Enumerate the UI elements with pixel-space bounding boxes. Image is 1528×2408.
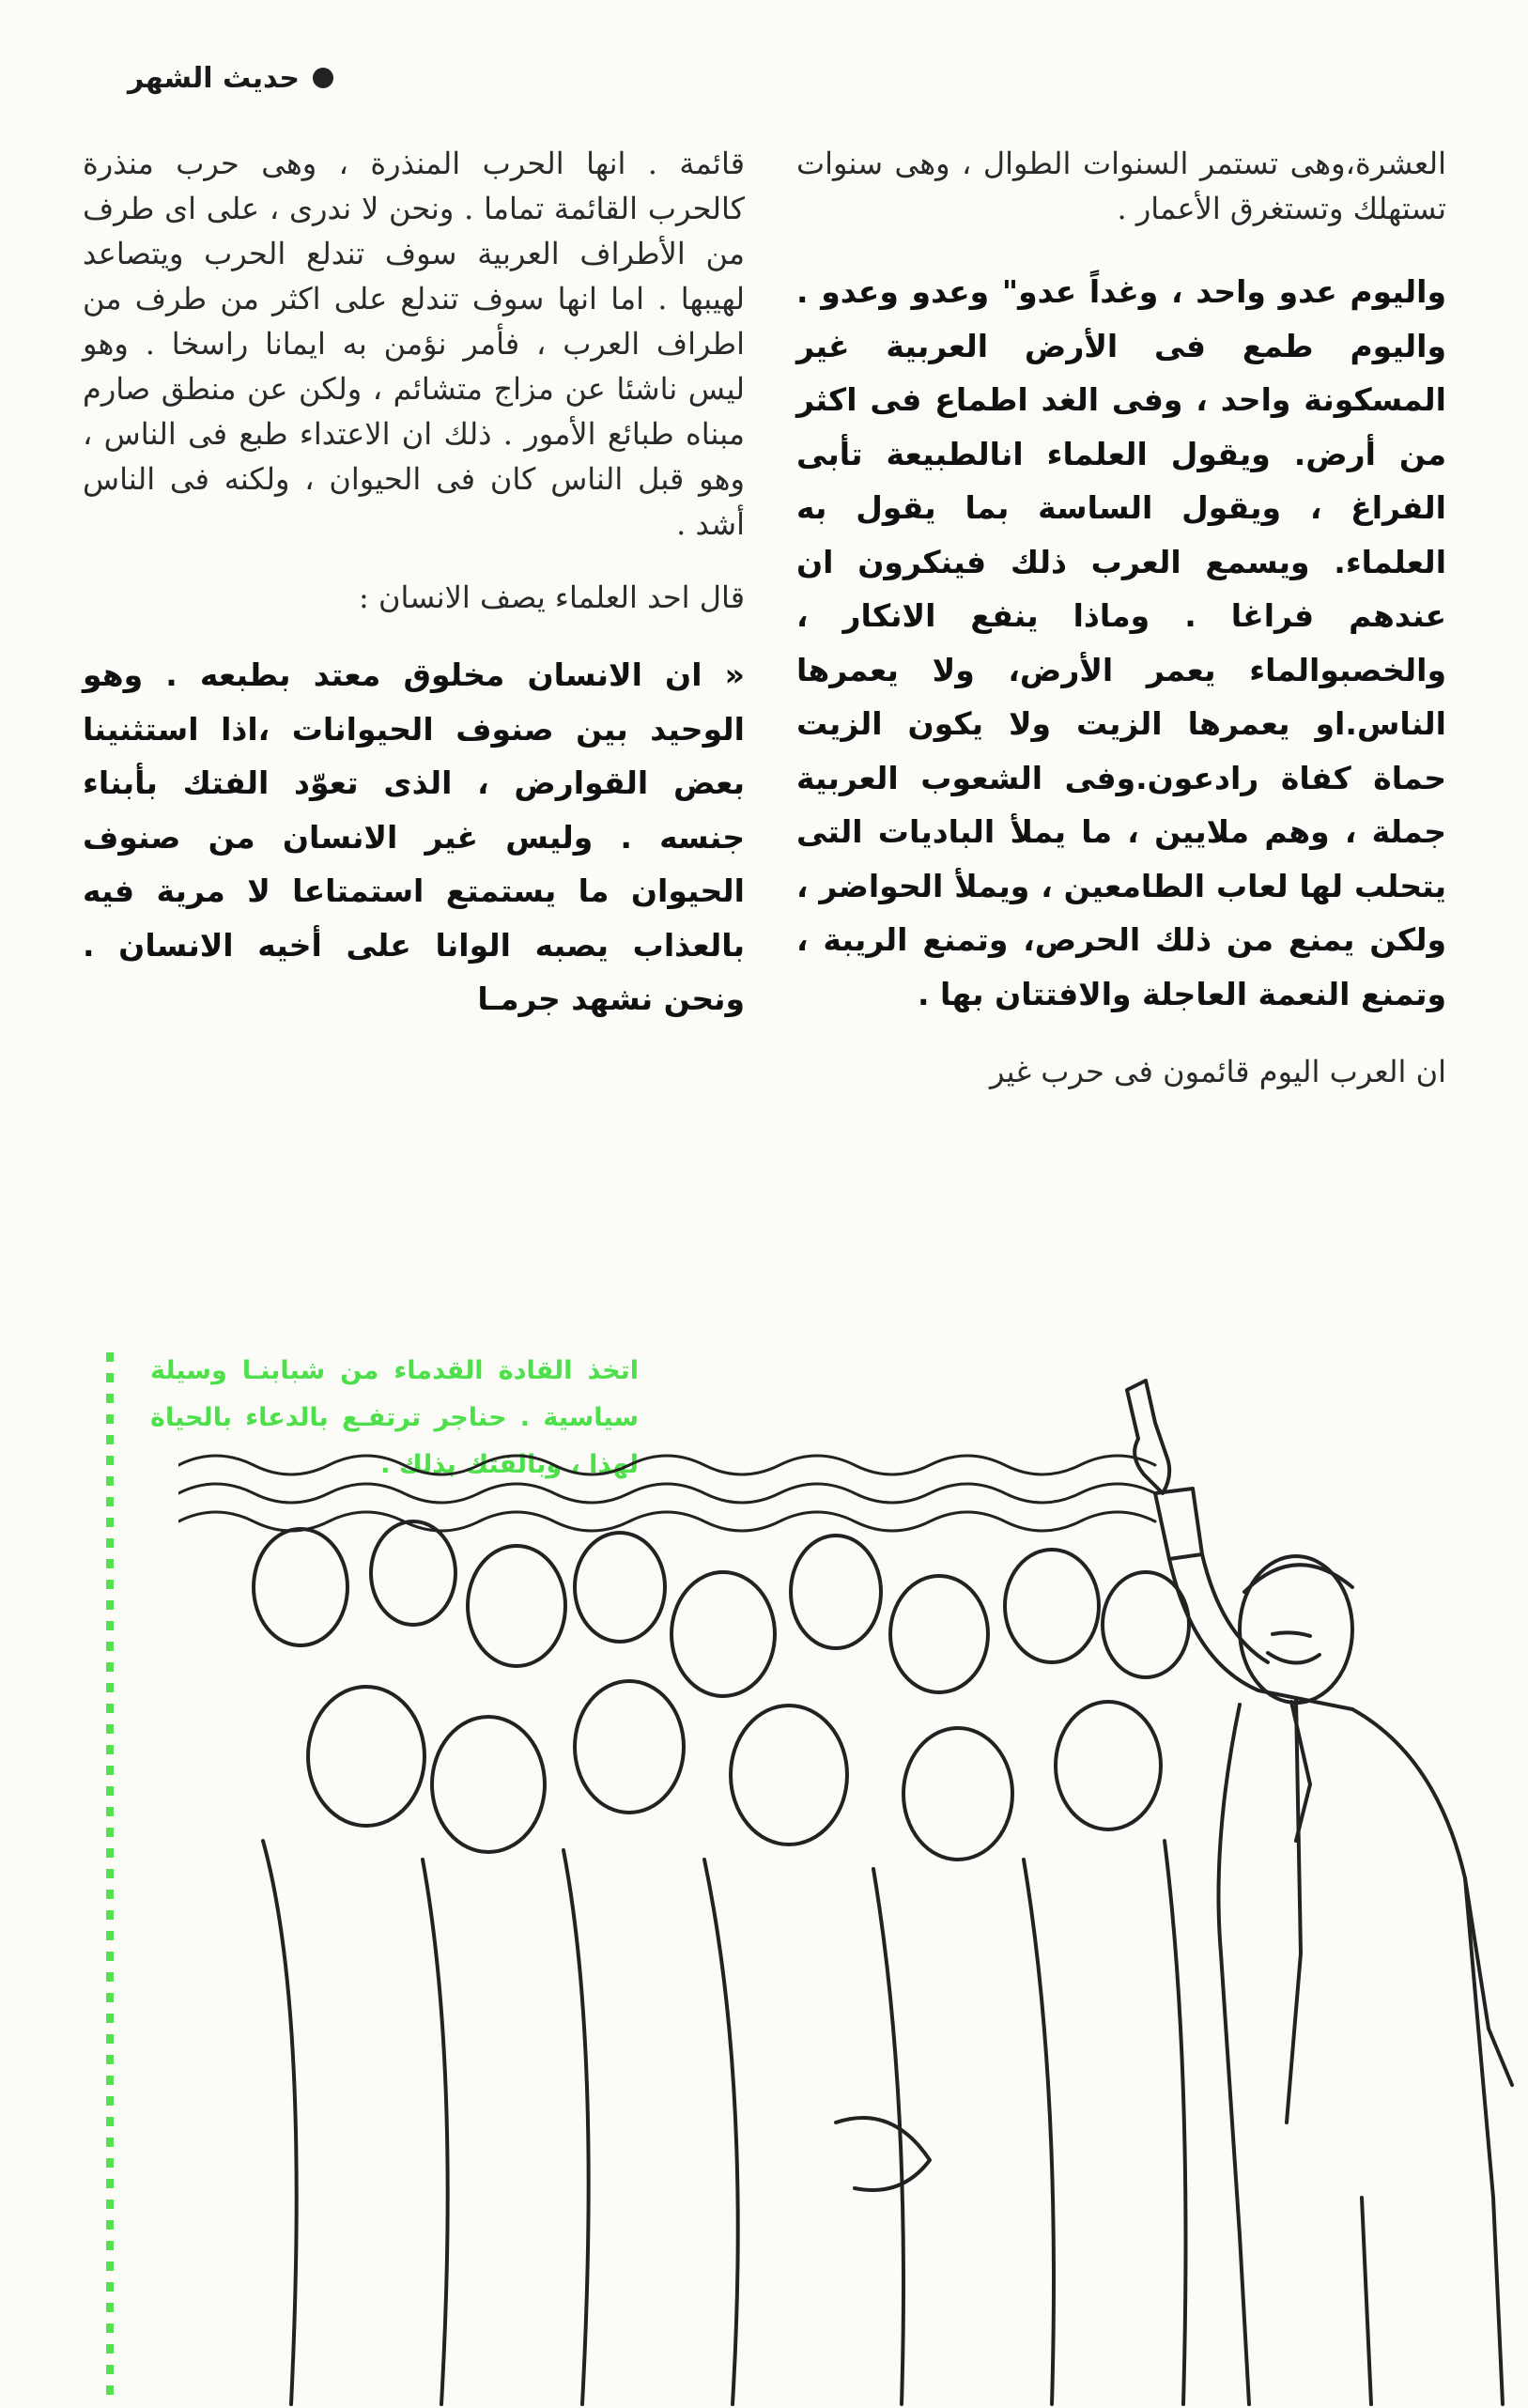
quote-paragraph-bold: « ان الانسان مخلوق معتد بطبعه . وهو الوحيد بين صنوف الحيوانات ،اذا استثنينا بعض القوارض ، الذى تعوّد الفتك بأبناء جنسه . وليس غير الانسان من صنوف الحيوان ما يستمتع استمتاعا لا مرية فيه بالعذاب يصبه الوانا على أخيه الانسان . ونحن نشهد جرمـا xyxy=(83,656,745,1017)
paragraph: قائمة . انها الحرب المنذرة ، وهى حرب منذرة كالحرب القائمة تماما . ونحن لا ندرى ، على اى طرف من الأطراف العربية سوف تندلع الحرب ويتصاعد لهيبها . اما انها سوف تندلع على اكثر من طرف من اطراف العرب ، فأمر نؤمن به ايمانا راسخا . وهو ليس ناشئا عن مزاج متشائم ، ولكن عن منطق صارم مبناه طبائع الأمور . ذلك ان الاعتداء طبع فى الناس ، وهو قبل الناس كان فى الحيوان ، ولكنه فى الناس أشد . xyxy=(83,146,745,542)
paragraph: العشرة،وهى تستمر السنوات الطوال ، وهى سنوات تستهلك وتستغرق الأعمار . xyxy=(796,146,1446,226)
paragraph: ان العرب اليوم قائمون فى حرب غير xyxy=(990,1054,1446,1089)
article-column-left xyxy=(83,141,745,1026)
cartoon-orator-crowd-illustration xyxy=(178,1352,1528,2408)
bullet-dot-icon xyxy=(313,68,333,88)
article-column-right xyxy=(796,141,1446,1094)
quote-intro: قال احد العلماء يصف الانسان : xyxy=(359,579,745,615)
green-dashed-divider xyxy=(106,1352,114,2395)
paragraph-bold: واليوم عدو واحد ، وغداً عدو" وعدو وعدو . واليوم طمع فى الأرض العربية غير المسكونة واحد ، وفى الغد اطماع فى اكثر من أرض. ويقول العلماء انالطبيعة تأبى الفراغ ، ويقول الساسة بما يقول به العلماء. ويسمع العرب ذلك فينكرون ان عندهم فراغا . وماذا ينفع الانكار ، والخصبوالماء يعمر الأرض، ولا يعمرها الناس.او يعمرها الزيت ولا يكون الزيت حماة كفاة رادعون.وفى الشعوب العربية جملة ، وهم ملايين ، ما يملأ الباديات التى يتحلب لها لعاب الطامعين ، ويملأ الحواضر ، ولكن يمنع من ذلك الحرص، وتمنع الريبة ، وتمنع النعمة العاجلة والافتتان بها . xyxy=(796,273,1446,1012)
section-title: حديث الشهر xyxy=(128,61,300,95)
page-header xyxy=(89,54,333,101)
illustration-caption: اتخذ القادة القدماء من شبابنـا وسيلة سياسية . حناجر ترتفـع بالدعاء بالحياة لهذا ، وبالفتك بذلك . xyxy=(150,1356,639,1479)
